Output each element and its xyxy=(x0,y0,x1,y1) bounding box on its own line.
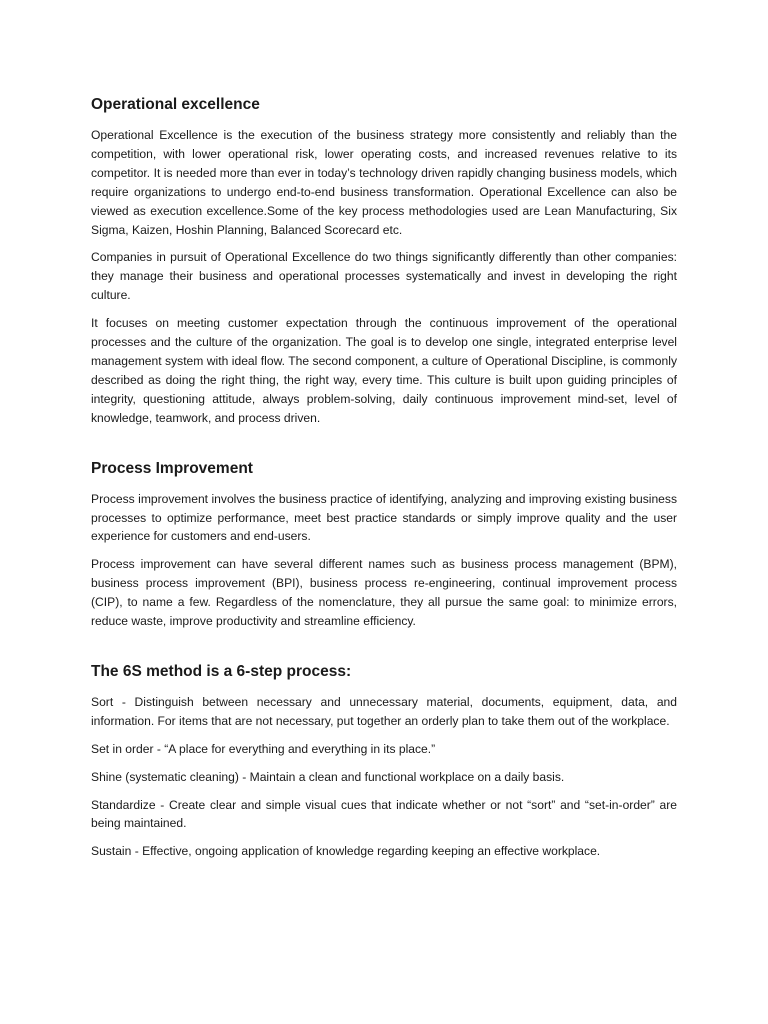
step-shine: Shine (systematic cleaning) - Maintain a clean and functional workplace on a daily basis. xyxy=(91,769,565,784)
section-operational-excellence xyxy=(91,94,677,428)
paragraph-opex-companies: Companies in pursuit of Operational Excellence do two things significantly differently than other companies: they manage their business and operational processes systematically and invest in developing the right culture. xyxy=(91,250,677,303)
step-standardize: Standardize - Create clear and simple visual cues that indicate whether or not “sort” and “set-in-order” are being maintained. xyxy=(91,797,677,831)
paragraph-opex-definition: Operational Excellence is the execution of the business strategy more consistently and reliably than the competition, with lower operational risk, lower operating costs, and increased revenues relative to its competitor. It is needed more than ever in today’s technology driven rapidly changing business models, which require organizations to undergo end-to-end business transformation. Operational Excellence can also be viewed as execution excellence.Some of the key process methodologies used are Lean Manufacturing, Six Sigma, Kaizen, Hoshin Planning, Balanced Scorecard etc. xyxy=(91,128,677,237)
paragraph-process-definition: Process improvement involves the business practice of identifying, analyzing and improving existing business processes to optimize performance, meet best practice standards or simply improve quality and the user experience for customers and end-users. xyxy=(91,491,677,544)
heading-operational-excellence: Operational excellence xyxy=(91,96,260,113)
step-set-in-order: Set in order - “A place for everything and everything in its place.” xyxy=(91,741,436,756)
heading-process-improvement: Process Improvement xyxy=(91,459,253,477)
section-6s-method xyxy=(91,661,677,861)
step-sustain: Sustain - Effective, ongoing application of knowledge regarding keeping an effective workplace. xyxy=(91,844,601,859)
paragraph-opex-focus: It focuses on meeting customer expectation through the continuous improvement of the operational processes and the culture of the organization. The goal is to develop one single, integrated enterprise level management system with ideal flow. The second component, a culture of Operational Discipline, is commonly described as doing the right thing, the right way, every time. This culture is built upon guiding principles of integrity, questioning attitude, always problem-solving, daily continuous improvement mind-set, level of knowledge, teamwork, and process driven. xyxy=(91,316,677,425)
section-process-improvement xyxy=(91,458,677,631)
paragraph-process-names: Process improvement can have several different names such as business process management (BPM), business process improvement (BPI), business process re-engineering, continual improvement process (CIP), to name a few. Regardless of the nomenclature, they all pursue the same goal: to minimize errors, reduce waste, improve productivity and streamline efficiency. xyxy=(91,557,677,629)
heading-6s-method: The 6S method is a 6-step process: xyxy=(91,662,352,680)
document-page xyxy=(91,94,677,870)
step-sort: Sort - Distinguish between necessary and unnecessary material, documents, equipment, data, and information. For items that are not necessary, put together an orderly plan to take them out of the workplace. xyxy=(91,694,677,728)
